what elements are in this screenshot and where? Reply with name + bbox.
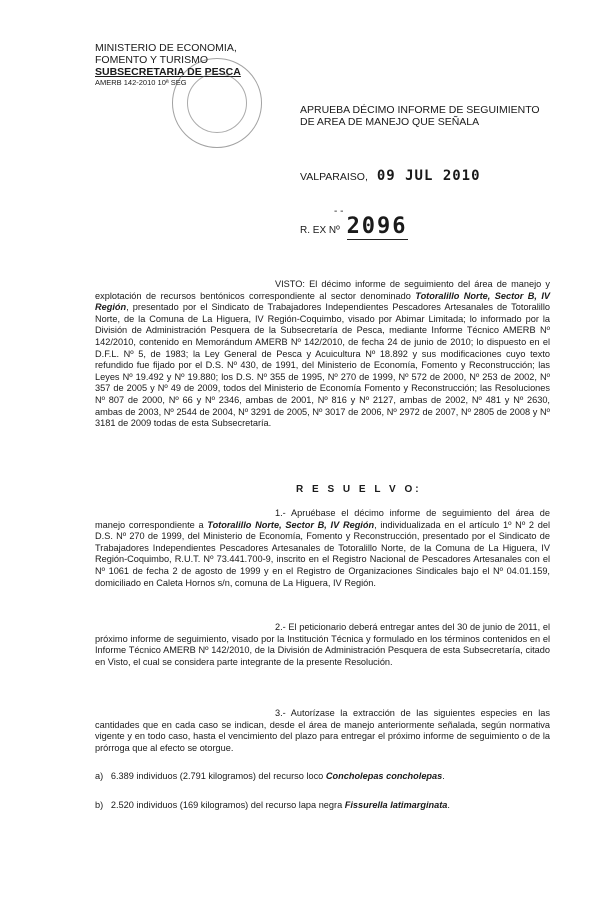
art1-lead: 1.- Apruébase el décimo informe de seguimiento del [275,508,510,518]
reference-code: AMERB 142-2010 10ª SEG [95,78,187,87]
list-item [95,771,445,781]
seal-inner-ring [187,73,247,133]
art1-text-1: área de manejo correspondiente a [95,508,550,530]
article-2 [95,622,550,668]
city: VALPARAISO, [300,171,368,183]
item-b-end: . [447,800,450,810]
visto-text-1: manejo y explotación de recursos bentónicos correspondiente al sector denominado [95,279,550,301]
resolution-number-line [300,214,408,239]
art3-text: en las cantidades que en cada caso se indican, desde el área de manejo anteriormente señalada, según normativa vigente y en todo caso, hasta el vencimiento del plazo para entregar el próximo informe de seguimiento o de la prórroga que al efecto se otorgue. [95,708,550,753]
item-a-end: . [442,771,445,781]
item-b-species: Fissurella latimarginata [344,800,448,810]
visto-lead: VISTO: El décimo informe de seguimiento del área de [275,279,507,289]
official-seal-icon [172,58,262,148]
item-b-prefix: b) [95,800,104,810]
ministry-line-1: MINISTERIO DE ECONOMIA, [95,42,237,54]
item-b-text: 2.520 individuos (169 kilogramos) del recurso lapa negra [110,800,343,810]
art1-text-2: , individualizada en el artículo 1º Nº 2 del D.S. Nº 270 de 1999, del Ministerio de Economía, Fomento y Reconstrucción, presentado por el Sindicato de Trabajadores Independientes Pescadores Artesanales de Totoralillo Norte, de la Comuna de La Higuera, IV Región-Coquimbo, R.U.T. Nº 73.441.700-9, inscrito en el Registro Nacional de Pescadores Artesanales con el Nº 1061 de fecha 2 de agosto de 1999 y en el Registro de Organizaciones Sindicales bajo el Nº 04.01.159, domiciliado en Caleta Hornos s/n, comuna de La Higuera, IV Región. [95,519,550,588]
place-date [300,168,481,184]
resuelvo-heading: R E S U E L V O: [296,484,422,495]
visto-sector: Totoralillo Norte, Sector B, IV Región [95,290,551,313]
resolution-dash: - - [334,206,344,217]
visto-paragraph [95,279,550,430]
art3-lead: 3.- Autorízase la extracción de las siguientes especies [275,708,517,718]
subsecretaria-line: SUBSECRETARIA DE PESCA [95,66,241,78]
item-a-species: Concholepas concholepas [325,771,443,781]
resolution-number: 2096 [346,214,408,239]
item-a-prefix: a) [95,771,104,781]
article-3 [95,708,550,754]
list-item [95,800,450,810]
ministry-line-2: FOMENTO Y TURISMO [95,54,208,66]
art2-lead: 2.- El peticionario deberá entregar antes del 30 de junio [275,622,503,632]
subject-line-1: APRUEBA DÉCIMO INFORME DE SEGUIMIENTO [300,104,540,116]
date-stamp: 09 JUL 2010 [376,168,481,184]
item-a-text: 6.389 individuos (2.791 kilogramos) del recurso loco [110,771,324,781]
visto-text-2: , presentado por el Sindicato de Trabajadores Independientes Pescadores Artesanales de Totoralillo Norte, de la Comuna de La Higuera, IV Región-Coquimbo, visado por Abimar Limitada; lo informado por la División de Administración Pesquera de la Subsecretaría de Pesca, mediante Informe Técnico AMERB Nº 142/2010, contenido en Memorándum AMERB Nº 142/2010, de fecha 24 de junio de 2010; lo dispuesto en el D.F.L. Nº 5, de 1983; la Ley General de Pesca y Acuicultura Nº 18.892 y sus modificaciones cuyo texto refundido fue fijado por el D.S. Nº 430, de 1991, del Ministerio de Economía, Fomento y Reconstrucción; las Leyes Nº 19.492 y Nº 19.880; los D.S. Nº 355 de 1995, Nº 270 de 1999, Nº 572 de 2000, Nº 253 de 2002, Nº 357 de 2005 y Nº 49 de 2009, todos del Ministerio de Economía Fomento y Reconstrucción; las Resoluciones Nº 807 de 2000, Nº 66 y Nº 2346, ambas de 2001, Nº 816 y Nº 2127, ambas de 2002, Nº 481 y Nº 2630, ambas de 2003, Nº 2544 de 2004, Nº 3291 de 2005, Nº 3017 de 2006, Nº 2972 de 2007, Nº 2805 de 2008 y Nº 3181 de 2009 todas de esta Subsecretaría. [95,302,550,429]
subject-block [300,104,570,128]
resolution-label: R. EX Nº [300,225,340,236]
art2-text: de 2011, el próximo informe de seguimiento, visado por la Institución Técnica y formulado en los términos contenidos en el Informe Técnico AMERB Nº 142/2010, de la División de Administración Pesquera de esta Subsecretaría, citado en Visto, el cual se considera parte integrante de la presente Resolución. [95,622,550,667]
article-1 [95,508,550,589]
art1-sector: Totoralillo Norte, Sector B, IV Región [207,519,375,530]
subject-line-2: DE AREA DE MANEJO QUE SEÑALA [300,116,480,128]
